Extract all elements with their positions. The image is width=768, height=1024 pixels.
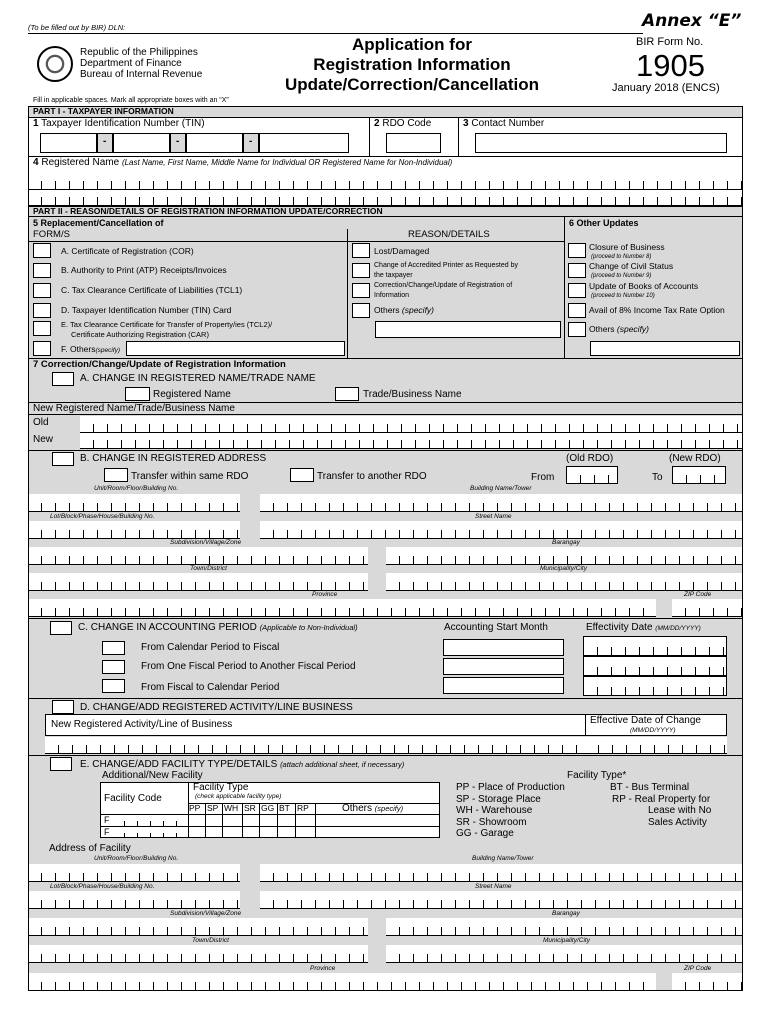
accounting-option-2: From One Fiscal Period to Another Fiscal Period: [141, 661, 356, 672]
accounting-option-3: From Fiscal to Calendar Period: [141, 682, 280, 693]
facility-row-2-prefix: F: [104, 827, 110, 837]
divider: [28, 241, 564, 242]
facility-others-header: Others (specify): [342, 803, 404, 814]
update-checkbox-civil-status[interactable]: [568, 263, 586, 278]
facility-subdivision-input[interactable]: [28, 918, 368, 936]
divider: [585, 714, 586, 736]
reason-label-printer: Change of Accredited Printer as Requested by: [374, 262, 518, 269]
agency-line-1: Republic of the Philippines: [80, 47, 198, 58]
header-top-line: [28, 33, 643, 34]
new-label: New: [33, 434, 54, 445]
facility-code-rp: RP: [297, 803, 309, 813]
same-rdo-option: Transfer within same RDO: [131, 471, 249, 482]
same-rdo-checkbox[interactable]: [104, 468, 128, 482]
effective-date-change-label: Effective Date of Change: [590, 715, 701, 726]
facility-municipality-input[interactable]: [386, 945, 743, 963]
divider: [28, 755, 743, 756]
additional-facility-label: Additional/New Facility: [102, 770, 203, 781]
registered-name-checkbox[interactable]: [125, 387, 150, 401]
effective-date-format: (MM/DD/YYYY): [630, 727, 676, 734]
tin-label: 1 Taxpayer Identification Number (TIN): [33, 118, 205, 129]
tin-segment-2[interactable]: [113, 133, 170, 153]
facility-legend-title: Facility Type*: [567, 770, 627, 781]
addr-subdivision-label: Subdivision/Village/Zone: [170, 539, 242, 546]
accounting-start-input-1[interactable]: [443, 639, 564, 656]
addr-municipality-label: Municipality/City: [540, 565, 587, 572]
tin-dash-text: -: [249, 136, 253, 147]
update-note-books: (proceed to Number 10): [591, 293, 655, 299]
facility-code-bt: BT: [279, 803, 290, 813]
form-label-tcl2: E. Tax Clearance Certificate for Transfer of Property/ies (TCL2)/: [61, 320, 273, 329]
form-label-atp: B. Authority to Print (ATP) Receipts/Invoices: [61, 265, 227, 275]
facility-zip-input[interactable]: [672, 973, 743, 991]
form-checkbox-cor[interactable]: [33, 243, 51, 258]
trade-name-option: Trade/Business Name: [363, 389, 462, 400]
addr-town-input[interactable]: [28, 573, 368, 591]
facility-province-input[interactable]: [28, 973, 656, 991]
addr-zip-label: ZIP Code: [684, 591, 712, 598]
legend-wh: WH - Warehouse: [456, 805, 533, 816]
accounting-option-3-checkbox[interactable]: [102, 679, 125, 693]
update-label-books: Update of Books of Accounts: [589, 281, 699, 291]
reason-checkbox-lost[interactable]: [352, 243, 370, 258]
trade-name-checkbox[interactable]: [335, 387, 359, 401]
legend-pp: PP - Place of Production: [456, 782, 565, 793]
facility-code-header: Facility Code: [104, 793, 162, 804]
addr-zip-input[interactable]: [672, 599, 743, 617]
form-number: 1905: [636, 48, 705, 83]
change-activity-checkbox[interactable]: [52, 700, 74, 714]
agency-line-3: Bureau of Internal Revenue: [80, 69, 203, 80]
change-activity-title: D. CHANGE/ADD REGISTERED ACTIVITY/LINE BUSINESS: [80, 702, 353, 713]
divider: [259, 803, 260, 838]
facility-lot-input[interactable]: [28, 891, 240, 909]
reason-label-correction: Correction/Change/Update of Registration of: [374, 282, 513, 289]
update-label-8pct: Avail of 8% Income Tax Rate Option: [589, 305, 725, 315]
contact-number-input[interactable]: [475, 133, 727, 153]
facility-town-input[interactable]: [28, 945, 368, 963]
form-others-input[interactable]: [126, 341, 345, 356]
bir-seal-logo: [37, 46, 73, 82]
change-facility-title: E. CHANGE/ADD FACILITY TYPE/DETAILS (attach additional sheet, if necessary): [80, 759, 405, 770]
effectivity-date-input-1[interactable]: [583, 636, 727, 656]
to-label: To: [652, 472, 663, 483]
registered-name-label: 4 Registered Name (Last Name, First Name, Middle Name for Individual OR Registered Name for Non-Individual): [33, 157, 453, 168]
divider: [347, 229, 348, 358]
accounting-option-1: From Calendar Period to Fiscal: [141, 642, 280, 653]
facility-type-hint: (check applicable facility type): [195, 793, 282, 800]
title-line-2: Registration Information: [313, 55, 511, 74]
update-others-input[interactable]: [590, 341, 740, 356]
divider: [369, 117, 370, 156]
change-name-checkbox[interactable]: [52, 372, 74, 386]
divider: [315, 803, 316, 838]
facility-row-1-code[interactable]: [112, 815, 188, 826]
form-label-cor: A. Certificate of Registration (COR): [61, 246, 194, 256]
another-rdo-checkbox[interactable]: [290, 468, 314, 482]
title-line-1: Application for: [352, 35, 472, 54]
accounting-option-2-checkbox[interactable]: [102, 660, 125, 674]
rdo-code-input[interactable]: [386, 133, 441, 153]
legend-bt: BT - Bus Terminal: [610, 782, 690, 793]
addr-subdivision-input[interactable]: [28, 547, 368, 565]
facility-unit-input[interactable]: [28, 864, 240, 882]
addr-street-input[interactable]: [260, 521, 743, 539]
contact-label: 3 Contact Number: [463, 118, 545, 129]
address-of-facility-label: Address of Facility: [49, 843, 131, 854]
change-accounting-checkbox[interactable]: [50, 621, 72, 635]
addr-unit-label: Unit/Room/Floor/Building No.: [94, 485, 179, 492]
form-checkbox-others[interactable]: [33, 341, 51, 356]
divider: [28, 156, 743, 157]
new-name-row[interactable]: [80, 433, 743, 449]
change-accounting-title: C. CHANGE IN ACCOUNTING PERIOD (Applicable to Non-Individual): [78, 622, 358, 633]
new-rdo-label: (New RDO): [669, 453, 721, 464]
forms-header: FORM/S: [33, 229, 70, 240]
addr-province-input[interactable]: [28, 599, 656, 617]
tin-dash-text: -: [176, 136, 180, 147]
update-checkbox-books[interactable]: [568, 283, 586, 298]
legend-rp: RP - Real Property for: [612, 794, 711, 805]
legend-sp: SP - Storage Place: [456, 794, 541, 805]
rdo-label: 2 RDO Code: [374, 118, 432, 129]
update-label-others: Others (specify): [589, 324, 650, 334]
divider: [458, 117, 459, 156]
facility-lot-label: Lot/Block/Phase/House/Building No.: [50, 883, 155, 890]
facility-code-wh: WH: [224, 803, 239, 813]
form-checkbox-tcl2[interactable]: [33, 321, 51, 336]
reason-checkbox-others[interactable]: [352, 303, 370, 318]
change-address-title: B. CHANGE IN REGISTERED ADDRESS: [80, 453, 267, 464]
change-address-checkbox[interactable]: [52, 452, 74, 466]
another-rdo-option: Transfer to another RDO: [317, 471, 427, 482]
reason-checkbox-correction[interactable]: [352, 283, 370, 298]
form-date: January 2018 (ENCS): [612, 82, 720, 94]
legend-sr: SR - Showroom: [456, 817, 527, 828]
legend-rp-2: Lease with No: [648, 805, 712, 816]
facility-code-gg: GG: [261, 803, 275, 813]
effectivity-date-input-3[interactable]: [583, 676, 727, 696]
facility-building-input[interactable]: [260, 864, 743, 882]
agency-line-2: Department of Finance: [80, 58, 182, 69]
section5-title: 5 Replacement/Cancellation of: [33, 218, 164, 228]
update-checkbox-others[interactable]: [568, 322, 586, 337]
addr-building-label: Building Name/Tower: [470, 485, 532, 492]
divider: [242, 803, 243, 838]
form-checkbox-tcl1[interactable]: [33, 283, 51, 298]
to-rdo-input[interactable]: [672, 466, 726, 484]
old-rdo-label: (Old RDO): [566, 453, 614, 464]
part2-title: PART II - REASON/DETAILS OF REGISTRATION INFORMATION UPDATE/CORRECTION: [33, 206, 383, 216]
facility-unit-label: Unit/Room/Floor/Building No.: [94, 855, 179, 862]
divider: [28, 618, 743, 619]
part1-title: PART I - TAXPAYER INFORMATION: [33, 106, 174, 116]
facility-barangay-input[interactable]: [386, 918, 743, 936]
new-activity-input[interactable]: [45, 737, 585, 754]
update-note-closure: (proceed to Number 8): [591, 254, 652, 260]
facility-type-header: Facility Type: [193, 782, 249, 793]
dln-label: (To be filled out by BIR) DLN:: [28, 23, 126, 32]
legend-rp-3: Sales Activity: [648, 817, 707, 828]
change-name-title: A. CHANGE IN REGISTERED NAME/TRADE NAME: [80, 373, 316, 384]
facility-barangay-label: Barangay: [552, 910, 580, 917]
reason-label-lost: Lost/Damaged: [374, 246, 430, 256]
addr-street-label: Street Name: [475, 513, 512, 520]
update-checkbox-closure[interactable]: [568, 243, 586, 258]
effectivity-date-label: Effectivity Date (MM/DD/YYYY): [586, 622, 701, 633]
form-label-car: Certificate Authorizing Registration (CAR): [71, 330, 209, 339]
reason-label-printer-2: the taxpayer: [374, 272, 413, 279]
registered-name-row-1[interactable]: [28, 170, 743, 190]
form-no-label: BIR Form No.: [636, 36, 704, 48]
divider: [28, 414, 743, 415]
section6-title: 6 Other Updates: [569, 218, 639, 228]
divider: [205, 803, 206, 838]
new-name-label: New Registered Name/Trade/Business Name: [33, 403, 235, 414]
reason-label-correction-2: Information: [374, 292, 410, 299]
update-checkbox-8pct[interactable]: [568, 303, 586, 318]
form-label-others: F. Others(specify): [61, 344, 121, 354]
facility-code-sp: SP: [207, 803, 219, 813]
reason-header: REASON/DETAILS: [408, 229, 490, 240]
tin-segment-1[interactable]: [40, 133, 97, 153]
facility-street-input[interactable]: [260, 891, 743, 909]
update-note-civil-status: (proceed to Number 9): [591, 273, 652, 279]
divider: [295, 803, 296, 838]
facility-building-label: Building Name/Tower: [472, 855, 534, 862]
addr-lot-label: Lot/Block/Phase/House/Building No.: [50, 513, 155, 520]
tin-segment-3[interactable]: [186, 133, 243, 153]
addr-municipality-input[interactable]: [386, 573, 743, 591]
addr-barangay-input[interactable]: [386, 547, 743, 565]
reason-label-others: Others (specify): [374, 305, 435, 315]
new-activity-label: New Registered Activity/Line of Business: [51, 719, 233, 730]
section7-title: 7 Correction/Change/Update of Registration Information: [33, 359, 286, 370]
registered-name-option: Registered Name: [153, 389, 231, 400]
divider: [564, 216, 565, 358]
reason-checkbox-printer[interactable]: [352, 263, 370, 278]
facility-row-1-prefix: F: [104, 815, 110, 825]
addr-unit-input[interactable]: [28, 494, 240, 512]
addr-barangay-label: Barangay: [552, 539, 580, 546]
legend-gg: GG - Garage: [456, 828, 514, 839]
divider: [28, 216, 743, 217]
addr-building-input[interactable]: [260, 494, 743, 512]
effectivity-date-input-2[interactable]: [583, 656, 727, 676]
divider: [277, 803, 278, 838]
reason-others-input[interactable]: [375, 321, 561, 338]
addr-lot-input[interactable]: [28, 521, 240, 539]
facility-street-label: Street Name: [475, 883, 512, 890]
accounting-start-input-2[interactable]: [443, 658, 564, 675]
facility-province-label: Province: [310, 965, 336, 972]
facility-code-pp: PP: [189, 803, 201, 813]
change-facility-checkbox[interactable]: [50, 757, 72, 771]
divider: [222, 803, 223, 838]
facility-municipality-label: Municipality/City: [543, 937, 590, 944]
form-label-tin-card: D. Taxpayer Identification Number (TIN) Card: [61, 305, 232, 315]
addr-town-label: Town/District: [190, 565, 227, 572]
tin-dash-text: -: [103, 136, 107, 147]
from-label: From: [531, 472, 555, 483]
facility-subdivision-label: Subdivision/Village/Zone: [170, 910, 242, 917]
facility-town-label: Town/District: [192, 937, 229, 944]
from-rdo-input[interactable]: [566, 466, 618, 484]
addr-province-label: Province: [312, 591, 338, 598]
accounting-start-input-3[interactable]: [443, 677, 564, 694]
tin-branch-code[interactable]: [259, 133, 349, 153]
divider: [28, 698, 743, 699]
update-label-closure: Closure of Business: [589, 242, 665, 252]
accounting-start-label: Accounting Start Month: [444, 622, 548, 633]
form-checkbox-tin-card[interactable]: [33, 303, 51, 318]
old-label: Old: [33, 417, 49, 428]
title-line-3: Update/Correction/Cancellation: [284, 75, 540, 94]
facility-zip-label: ZIP Code: [684, 965, 712, 972]
annex-label: Annex “E”: [642, 11, 742, 31]
form-label-tcl1: C. Tax Clearance Certificate of Liabilities (TCL1): [61, 285, 243, 295]
facility-row-2-code[interactable]: [112, 827, 188, 838]
registered-name-row-2[interactable]: [28, 190, 743, 206]
old-name-row[interactable]: [80, 416, 743, 433]
divider: [28, 450, 743, 451]
accounting-option-1-checkbox[interactable]: [102, 641, 125, 655]
update-label-civil-status: Change of Civil Status: [589, 261, 674, 271]
instructions: Fill in applicable spaces. Mark all appropriate boxes with an “X”: [33, 97, 229, 104]
effective-date-change-input[interactable]: [585, 737, 727, 754]
facility-code-sr: SR: [244, 803, 256, 813]
form-checkbox-atp[interactable]: [33, 263, 51, 278]
